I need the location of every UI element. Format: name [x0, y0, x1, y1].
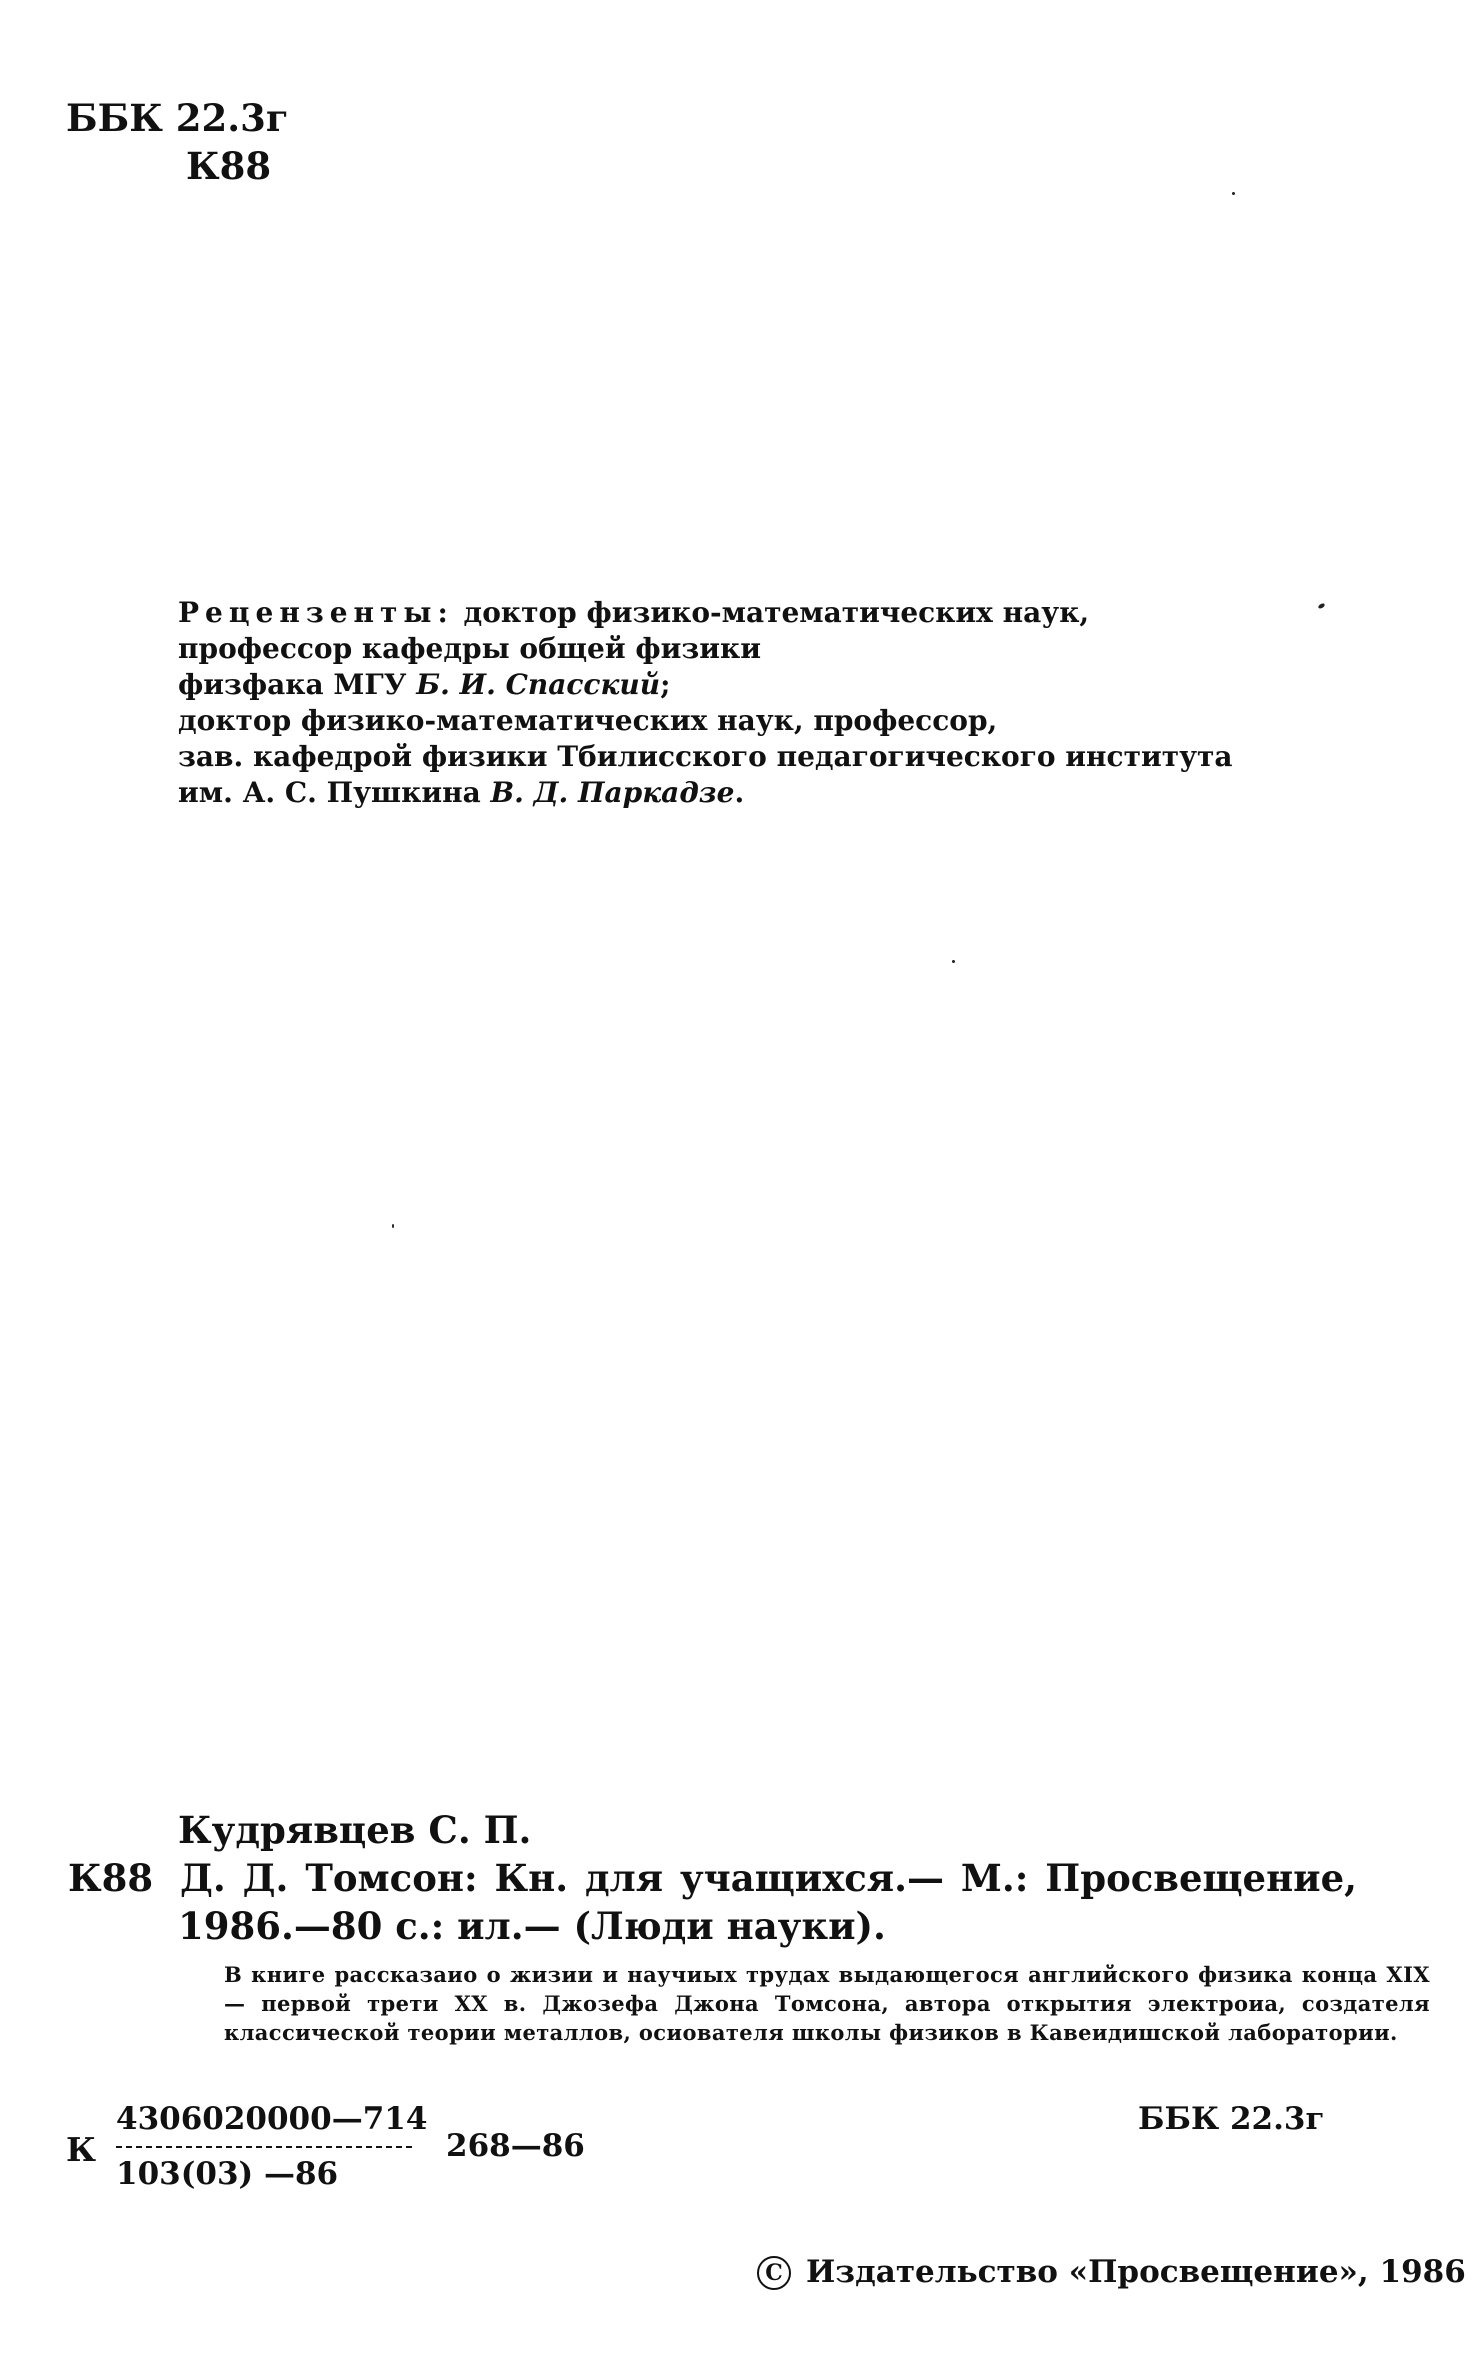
- scan-speck: [952, 960, 955, 963]
- scan-speck: [1232, 192, 1235, 195]
- punctuation: .: [734, 776, 745, 809]
- reviewers-line-6: [178, 776, 744, 809]
- reviewer-name-2: В. Д. Паркадзе: [490, 776, 735, 809]
- bbk-code: ББК 22.3г: [66, 96, 289, 140]
- scan-speck: [1317, 603, 1325, 610]
- punctuation: ;: [660, 668, 671, 701]
- reviewers-line-2: профессор кафедры общей физики: [178, 632, 762, 665]
- reviewers-text: физфака МГУ: [178, 668, 417, 701]
- reviewers-line-4: доктор физико-математических наук, профессор,: [178, 704, 998, 737]
- reviewers-line-5: зав. кафедрой физики Тбилисского педагогического института: [178, 740, 1233, 773]
- fraction-line: [116, 2146, 412, 2148]
- index-letter: К: [66, 2130, 97, 2169]
- bbk-code-bottom: ББК 22.3г: [1138, 2101, 1325, 2137]
- copyright-icon: C: [757, 2256, 791, 2290]
- index-denominator: 103(03) —86: [116, 2156, 339, 2192]
- book-index: К88: [68, 1856, 154, 1900]
- book-imprint-line: 1986.—80 с.: ил.— (Люди науки).: [178, 1904, 886, 1948]
- reviewers-text: доктор физико-математических наук,: [453, 596, 1090, 629]
- book-annotation: В книге рассказаио о жизии и научиых трудах выдающегося английского физика конца XIX— первой трети XX в. Джозефа Джона Томсона, автора открытия электроиа, создателя классической теории металлов, осиователя школы физиков в Кавеидишской лаборатории.: [224, 1962, 1430, 2045]
- reviewers-line-3: [178, 668, 670, 701]
- scan-speck: [392, 1224, 394, 1228]
- copyright-text: Издательство «Просвещение», 1986: [806, 2254, 1466, 2290]
- reviewer-name-1: Б. И. Спасский: [416, 668, 661, 701]
- reviewers-label: Рецензенты:: [178, 596, 454, 629]
- reviewers-line-1: [178, 596, 1089, 629]
- index-right: 268—86: [446, 2128, 585, 2164]
- index-numerator: 4306020000—714: [116, 2101, 428, 2137]
- author-mark: К88: [186, 144, 272, 188]
- book-title-line: Д. Д. Томсон: Кн. для учащихся.— М.: Просвещение,: [180, 1856, 1358, 1900]
- book-author: Кудрявцев С. П.: [178, 1808, 532, 1852]
- reviewers-text: им. А. С. Пушкина: [178, 776, 491, 809]
